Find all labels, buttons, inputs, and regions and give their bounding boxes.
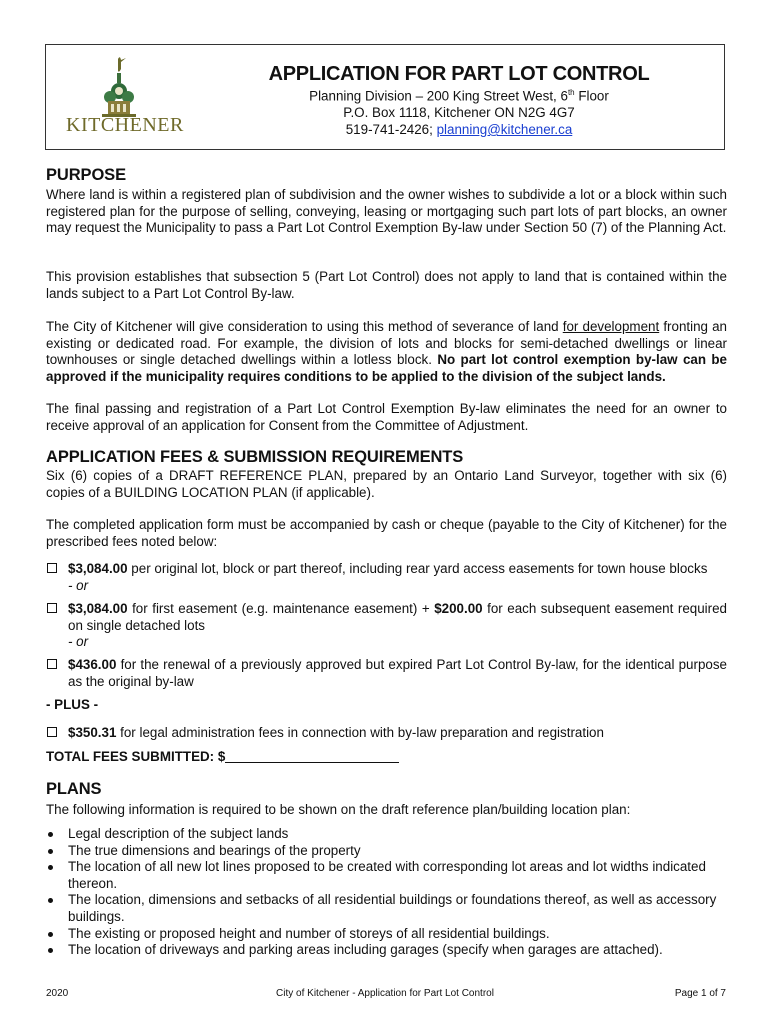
fees-text-2: The completed application form must be accompanied by cash or cheque (payable to the City of Kitchener) for the prescribed fees noted below: — [46, 517, 727, 549]
purpose-section — [46, 166, 727, 185]
plans-intro-text: The following information is required to be shown on the draft reference plan/building location plan: — [46, 802, 631, 817]
purpose-text-2: This provision establishes that subsection 5 (Part Lot Control) does not apply to land that is contained within the lands subject to a Part Lot Control By-law. — [46, 269, 727, 301]
logo-wordmark: KITCHENER — [66, 114, 184, 136]
header-box — [45, 44, 725, 150]
bullet-icon — [48, 849, 53, 854]
plus-label: - PLUS - — [46, 697, 99, 712]
footer-title: City of Kitchener - Application for Part Lot Control — [276, 988, 494, 999]
fee-options — [46, 561, 727, 761]
total-fees-label: TOTAL FEES SUBMITTED: $ — [46, 749, 226, 764]
email-link[interactable]: planning@kitchener.ca — [436, 122, 573, 137]
list-item: The true dimensions and bearings of the property — [46, 843, 727, 860]
fee-checkbox-2[interactable] — [47, 603, 57, 613]
purpose-heading: PURPOSE — [46, 166, 126, 184]
purpose-text-3: The City of Kitchener will give consideration to using this method of severance of land for development fronting an existing or dedicated road. For example, the division of lots and blocks for semi-detached dwellings or linear townhouses or single detached dwellings within a lotless block. No part lot control exemption by-law can be approved if the municipality requires conditions to be applied to the division of the subject lands. — [46, 319, 728, 384]
or-label: - or — [68, 634, 89, 650]
bullet-icon — [48, 865, 53, 870]
purpose-text-1: Where land is within a registered plan of subdivision and the owner wishes to subdivide a lot or a block within such registered plan for the purpose of selling, conveying, leasing or mortgaging such part lots of part blocks, an owner may request the Municipality to pass a Part Lot Control Exemption By-law under Section 50 (7) of the Planning Act. — [46, 187, 727, 236]
list-item: The existing or proposed height and number of storeys of all residential buildings. — [46, 926, 727, 943]
fees-text-1: Six (6) copies of a DRAFT REFERENCE PLAN, prepared by an Ontario Land Surveyor, together with six (6) copies of a BUILDING LOCATION PLAN (if applicable). — [46, 468, 727, 500]
fees-heading: APPLICATION FEES & SUBMISSION REQUIREMENTS — [46, 448, 464, 466]
page-title: APPLICATION FOR PART LOT CONTROL — [268, 63, 650, 85]
bullet-icon — [48, 832, 53, 837]
fee-option-2: $3,084.00 for first easement (e.g. maintenance easement) + $200.00 for each subsequent easement required on single detached lots - or — [46, 601, 727, 651]
fees-paragraph-1 — [46, 468, 727, 501]
contact-line — [214, 122, 704, 137]
list-item: The location of driveways and parking areas including garages (specify when garages are attached). — [46, 942, 727, 959]
footer-page-number: Page 1 of 7 — [674, 988, 726, 999]
phone-text: 519-741-2426; — [345, 122, 437, 137]
total-fees-row — [46, 749, 727, 764]
total-fees-input[interactable] — [225, 750, 399, 763]
or-label: - or — [68, 577, 89, 593]
list-item: The location, dimensions and setbacks of all residential buildings or foundations thereof, as well as accessory buildings. — [46, 892, 727, 925]
plans-list — [46, 826, 727, 959]
bullet-icon — [48, 948, 53, 953]
purpose-paragraph-3 — [46, 319, 727, 385]
fees-section — [46, 448, 727, 467]
bullet-icon — [48, 898, 53, 903]
bullet-icon — [48, 932, 53, 937]
plans-section — [46, 780, 727, 799]
fee-option-4: $350.31 for legal administration fees in connection with by-law preparation and registration — [46, 725, 727, 742]
purpose-paragraph-4 — [46, 401, 727, 434]
plans-intro — [46, 802, 727, 819]
address-line: Planning Division – 200 King Street West, 6th Floor — [309, 88, 609, 104]
plans-heading: PLANS — [46, 780, 102, 798]
fee-checkbox-1[interactable] — [47, 563, 57, 573]
purpose-text-4: The final passing and registration of a Part Lot Control Exemption By-law eliminates the need for an owner to receive approval of an application for Consent from the Committee of Adjustment. — [46, 401, 727, 433]
fee-option-3: $436.00 for the renewal of a previously approved but expired Part Lot Control By-law, for the identical purpose as the original by-law — [46, 657, 727, 690]
po-box-line: P.O. Box 1118, Kitchener ON N2G 4G7 — [343, 105, 575, 120]
footer-year: 2020 — [46, 988, 69, 999]
fee-checkbox-3[interactable] — [47, 659, 57, 669]
list-item: Legal description of the subject lands — [46, 826, 727, 843]
list-item: The location of all new lot lines proposed to be created with corresponding lot areas and lot widths indicated thereon. — [46, 859, 727, 892]
fees-paragraph-2 — [46, 517, 727, 550]
fee-checkbox-4[interactable] — [47, 727, 57, 737]
fee-option-1: $3,084.00 per original lot, block or part thereof, including rear yard access easements for town house blocks - or — [46, 561, 727, 594]
purpose-paragraph-2 — [46, 269, 727, 302]
purpose-paragraph-1 — [46, 187, 727, 237]
